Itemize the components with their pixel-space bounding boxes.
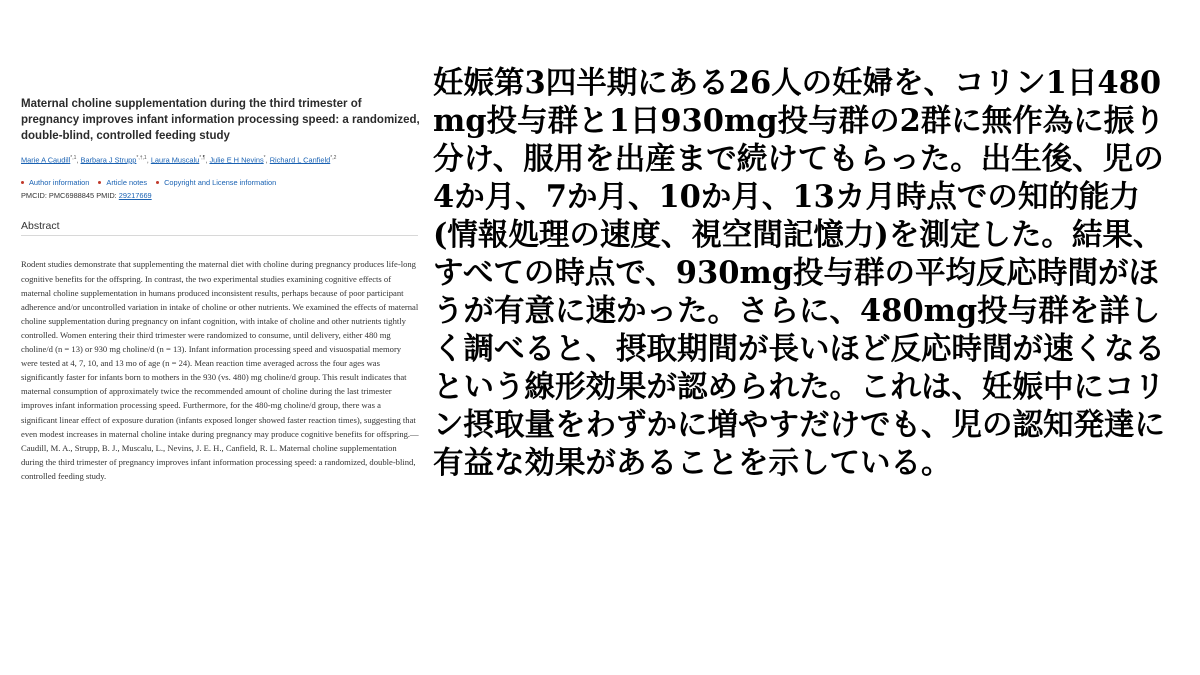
author-affiliation: *: [263, 155, 266, 161]
article-links: [21, 178, 421, 187]
author-link[interactable]: Julie E H Nevins: [209, 155, 264, 165]
author-link[interactable]: Barbara J Strupp: [80, 155, 137, 165]
paper-screenshot: [21, 96, 421, 483]
author-list: Marie A Caudill$^{*,1}$, Barbara J Strupp$^{*,\dagger,1}$, Laura Muscalu*,¶, Julie E H Nevins*, Richard L Canfield$^{*,2}$: [21, 155, 337, 165]
author-link[interactable]: Marie A Caudill: [21, 155, 71, 165]
article-notes-link[interactable]: Article notes: [98, 178, 147, 187]
author-link[interactable]: Richard L Canfield: [269, 155, 331, 165]
abstract-text: Rodent studies demonstrate that supplementing the maternal diet with choline during pregnancy produces life-long cognitive benefits for the offspring. In contrast, the two experimental studies examining cognitive effects of maternal choline supplementation in humans produced inconsistent results, perhaps because of poor participant adherence and/or uncontrolled variation in intake of choline or other nutrients. We examined the effects of maternal choline supplementation during pregnancy on infant cognition, with intake of choline and other nutrients tightly controlled. Women entering their third trimester were randomized to consume, until delivery, either 480 mg choline/d (n = 13) or 930 mg choline/d (n = 13). Infant information processing speed and visuospatial memory were tested at 4, 7, 10, and 13 mo of age (n = 24). Mean reaction time averaged across the four ages was significantly faster for infants born to mothers in the 930 (vs. 480) mg choline/d group. This result indicates that maternal consumption of approximately twice the recommended amount of choline during the last trimester improves infant information processing speed. Furthermore, for the 480-mg choline/d group, there was a significant linear effect of exposure duration (infants exposed longer showed faster reaction times), suggesting that even modest increases in maternal choline intake during pregnancy may produce cognitive benefits for offspring.—Caudill, M. A., Strupp, B. J., Muscalu, L., Nevins, J. E. H., Canfield, R. L. Maternal choline supplementation during the third trimester of pregnancy improves infant information processing speed: a randomized, double-blind, controlled feeding study.: [21, 259, 419, 481]
article-ids: [21, 191, 421, 200]
paper-title: Maternal choline supplementation during the third trimester of pregnancy improves infant information processing speed: a randomized, double-blind, controlled feeding study: [21, 98, 420, 142]
bullet-icon: [98, 181, 101, 184]
author-link[interactable]: Laura Muscalu: [150, 155, 200, 165]
japanese-summary: 妊娠第3四半期にある26人の妊婦を、コリン1日480mg投与群と1日930mg投与群の2群に無作為に振り分け、服用を出産まで続けてもらった。出生後、児の4か月、7か月、10か月、13カ月時点での知的能力(情報処理の速度、視空間記憶力)を測定した。結果、すべての時点で、930mg投与群の平均反応時間がほうが有意に速かった。さらに、480mg投与群を詳しく調べると、摂取期間が長いほど反応時間が速くなるという線形効果が認められた。これは、妊娠中にコリン摂取量をわずかに増やすだけでも、児の認知発達に有益な効果があることを示している。: [433, 65, 1165, 481]
author-affiliation: *,¶: [199, 155, 206, 161]
author-affiliation: *,1: [70, 155, 77, 161]
author-affiliation: *,2: [330, 155, 337, 161]
abstract-heading: Abstract: [21, 220, 418, 236]
pmcid-label: PMCID: PMC6988845: [21, 191, 95, 201]
bullet-icon: [21, 181, 24, 184]
pmid-link[interactable]: 29217669: [118, 191, 152, 201]
author-affiliation: *,†,1: [136, 155, 147, 161]
bullet-icon: [156, 181, 159, 184]
pmid-label: PMID:: [96, 191, 117, 201]
copyright-license-link[interactable]: Copyright and License information: [156, 178, 276, 187]
author-information-link[interactable]: Author information: [21, 178, 89, 187]
